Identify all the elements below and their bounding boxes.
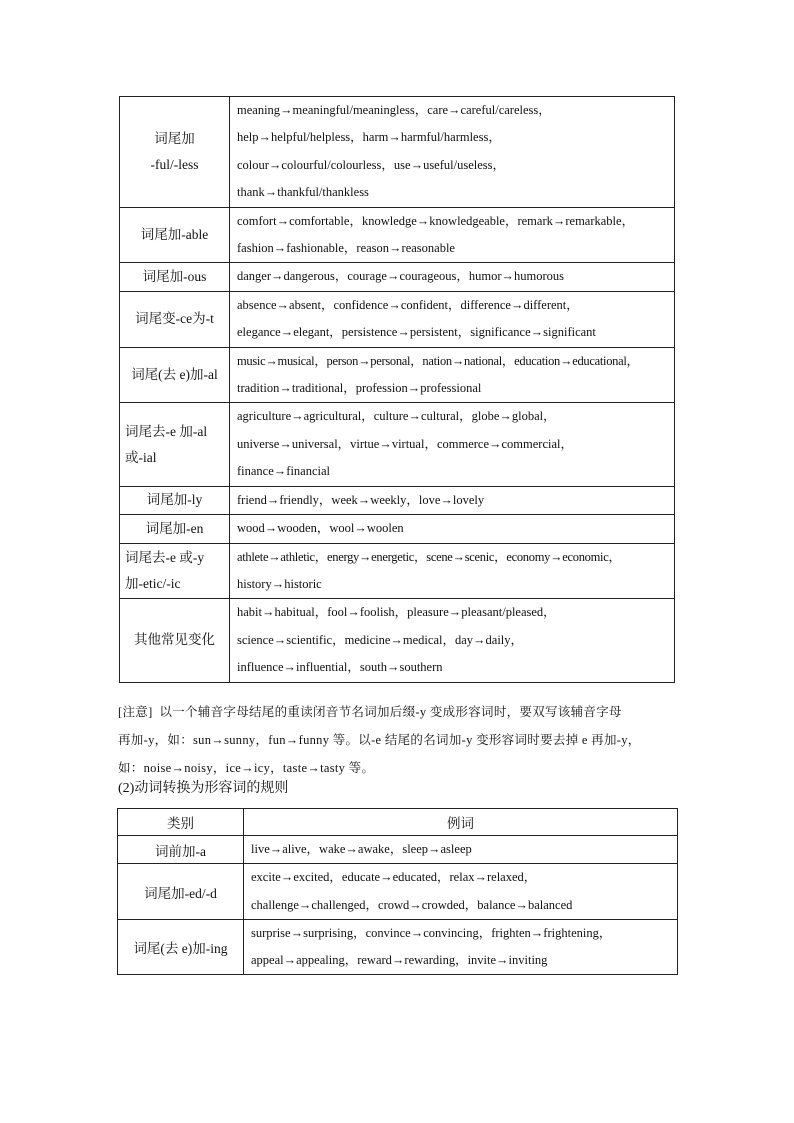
category-cell	[120, 543, 230, 599]
category-cell	[118, 864, 244, 920]
example-line: surprise→surprising，convince→convincing，frighten→frightening，	[251, 925, 612, 940]
category-line: -ful/-less	[150, 156, 199, 172]
example-line: agriculture→agricultural，culture→cultural，globe→global，	[237, 409, 556, 424]
examples-cell	[230, 263, 675, 291]
note-line: 如：noise→noisy，ice→icy，taste→tasty 等。	[118, 761, 375, 775]
examples-cell	[230, 543, 675, 599]
example-line: excite→excited，educate→educated，relax→relaxed，	[251, 870, 537, 885]
category-cell	[120, 263, 230, 291]
examples-cell	[244, 864, 678, 920]
column-header-category: 类别	[118, 809, 244, 836]
table-header-row	[118, 809, 678, 836]
category-line: 词尾(去 e)加-al	[131, 367, 218, 383]
examples-cell	[230, 403, 675, 486]
example-line: absence→absent，confidence→confident，difference→different，	[237, 297, 579, 312]
category-line: 或-ial	[125, 449, 157, 465]
category-line: 词尾加	[154, 130, 195, 146]
example-line: comfort→comfortable，knowledge→knowledgeable，remark→remarkable，	[237, 213, 635, 228]
examples-cell	[230, 515, 675, 543]
section-subheading: (2)动词转换为形容词的规则	[118, 781, 289, 796]
examples-cell	[244, 919, 678, 975]
table-row	[120, 403, 675, 486]
example-line: colour→colourful/colourless，use→useful/useless，	[237, 157, 506, 172]
example-line: help→helpful/helpless，harm→harmful/harmless，	[237, 130, 501, 145]
examples-cell	[230, 347, 675, 403]
category-line: 加-etic/-ic	[125, 575, 181, 591]
example-line: danger→dangerous，courage→courageous，humor→humorous	[237, 269, 564, 284]
table-row	[118, 864, 678, 920]
examples-cell	[230, 291, 675, 347]
examples-cell	[230, 97, 675, 208]
example-line: athlete→athletic，energy→energetic，scene→scenic，economy→economic，	[237, 549, 621, 564]
example-line: influence→influential，south→southern	[237, 660, 443, 675]
category-line: 词尾去-e 或-y	[125, 549, 205, 565]
category-cell	[120, 515, 230, 543]
example-line: challenge→challenged，crowd→crowded，balance→balanced	[251, 897, 573, 912]
note-line: 再加-y，如：sun→sunny，fun→funny 等。以-e 结尾的名词加-y 变形容词时要去掉 e 再加-y，	[118, 733, 641, 747]
category-cell	[120, 486, 230, 514]
example-line: thank→thankful/thankless	[237, 185, 369, 200]
table-row	[118, 836, 678, 864]
table-row	[120, 263, 675, 291]
example-line: fashion→fashionable，reason→reasonable	[237, 241, 455, 256]
note-tag: [注意]	[118, 705, 153, 719]
note-line: 以一个辅音字母结尾的重读闭音节名词加后缀-y 变成形容词时，要双写该辅音字母	[159, 705, 622, 719]
verb-to-adjective-table	[117, 808, 678, 975]
category-line: 词尾变-ce为-t	[135, 311, 214, 327]
category-line: 词尾加-ly	[146, 492, 203, 508]
examples-cell	[230, 207, 675, 263]
table-row	[120, 599, 675, 682]
category-cell	[120, 207, 230, 263]
category-line: 词尾加-able	[140, 227, 209, 243]
example-line: history→historic	[237, 576, 322, 591]
examples-cell	[244, 836, 678, 864]
table-row	[120, 97, 675, 208]
examples-cell	[230, 486, 675, 514]
category-line: 词尾加-ed/-d	[144, 885, 217, 901]
category-cell	[120, 403, 230, 486]
category-cell	[120, 97, 230, 208]
table-row	[120, 515, 675, 543]
category-line: 词尾加-ous	[142, 269, 207, 285]
table-row	[120, 347, 675, 403]
example-line: appeal→appealing，reward→rewarding，invite→inviting	[251, 953, 548, 968]
table-row	[120, 543, 675, 599]
category-line: 词尾(去 e)加-ing	[133, 941, 228, 957]
category-cell	[120, 291, 230, 347]
example-line: meaning→meaningful/meaningless，care→careful/careless，	[237, 103, 551, 117]
examples-cell	[230, 599, 675, 682]
table-row	[118, 919, 678, 975]
example-line: elegance→elegant，persistence→persistent，significance→significant	[237, 325, 596, 340]
example-line: music→musical，person→personal，nation→national，education→educational，	[237, 353, 639, 368]
example-line: live→alive，wake→awake，sleep→asleep	[251, 842, 472, 856]
category-line: 词前加-a	[155, 843, 206, 859]
example-line: tradition→traditional，profession→professional	[237, 381, 482, 396]
example-line: science→scientific，medicine→medical，day→daily，	[237, 632, 524, 647]
category-line: 词尾去-e 加-al	[125, 423, 208, 439]
category-line: 词尾加-en	[145, 520, 204, 536]
example-line: universe→universal，virtue→virtual，commerce→commercial，	[237, 436, 573, 451]
table-row	[120, 207, 675, 263]
table-row	[120, 486, 675, 514]
example-line: finance→financial	[237, 464, 331, 479]
noun-to-adjective-table	[119, 96, 675, 683]
category-cell	[120, 347, 230, 403]
table-row	[120, 291, 675, 347]
column-header-examples: 例词	[244, 809, 678, 836]
category-cell	[118, 836, 244, 864]
example-line: friend→friendly，week→weekly，love→lovely	[237, 492, 485, 507]
category-cell	[120, 599, 230, 682]
category-line: 其他常见变化	[134, 632, 215, 648]
category-cell	[118, 919, 244, 975]
note-paragraph	[118, 698, 678, 782]
example-line: wood→wooden，wool→woolen	[237, 521, 404, 536]
example-line: habit→habitual，fool→foolish，pleasure→pleasant/pleased，	[237, 605, 556, 620]
